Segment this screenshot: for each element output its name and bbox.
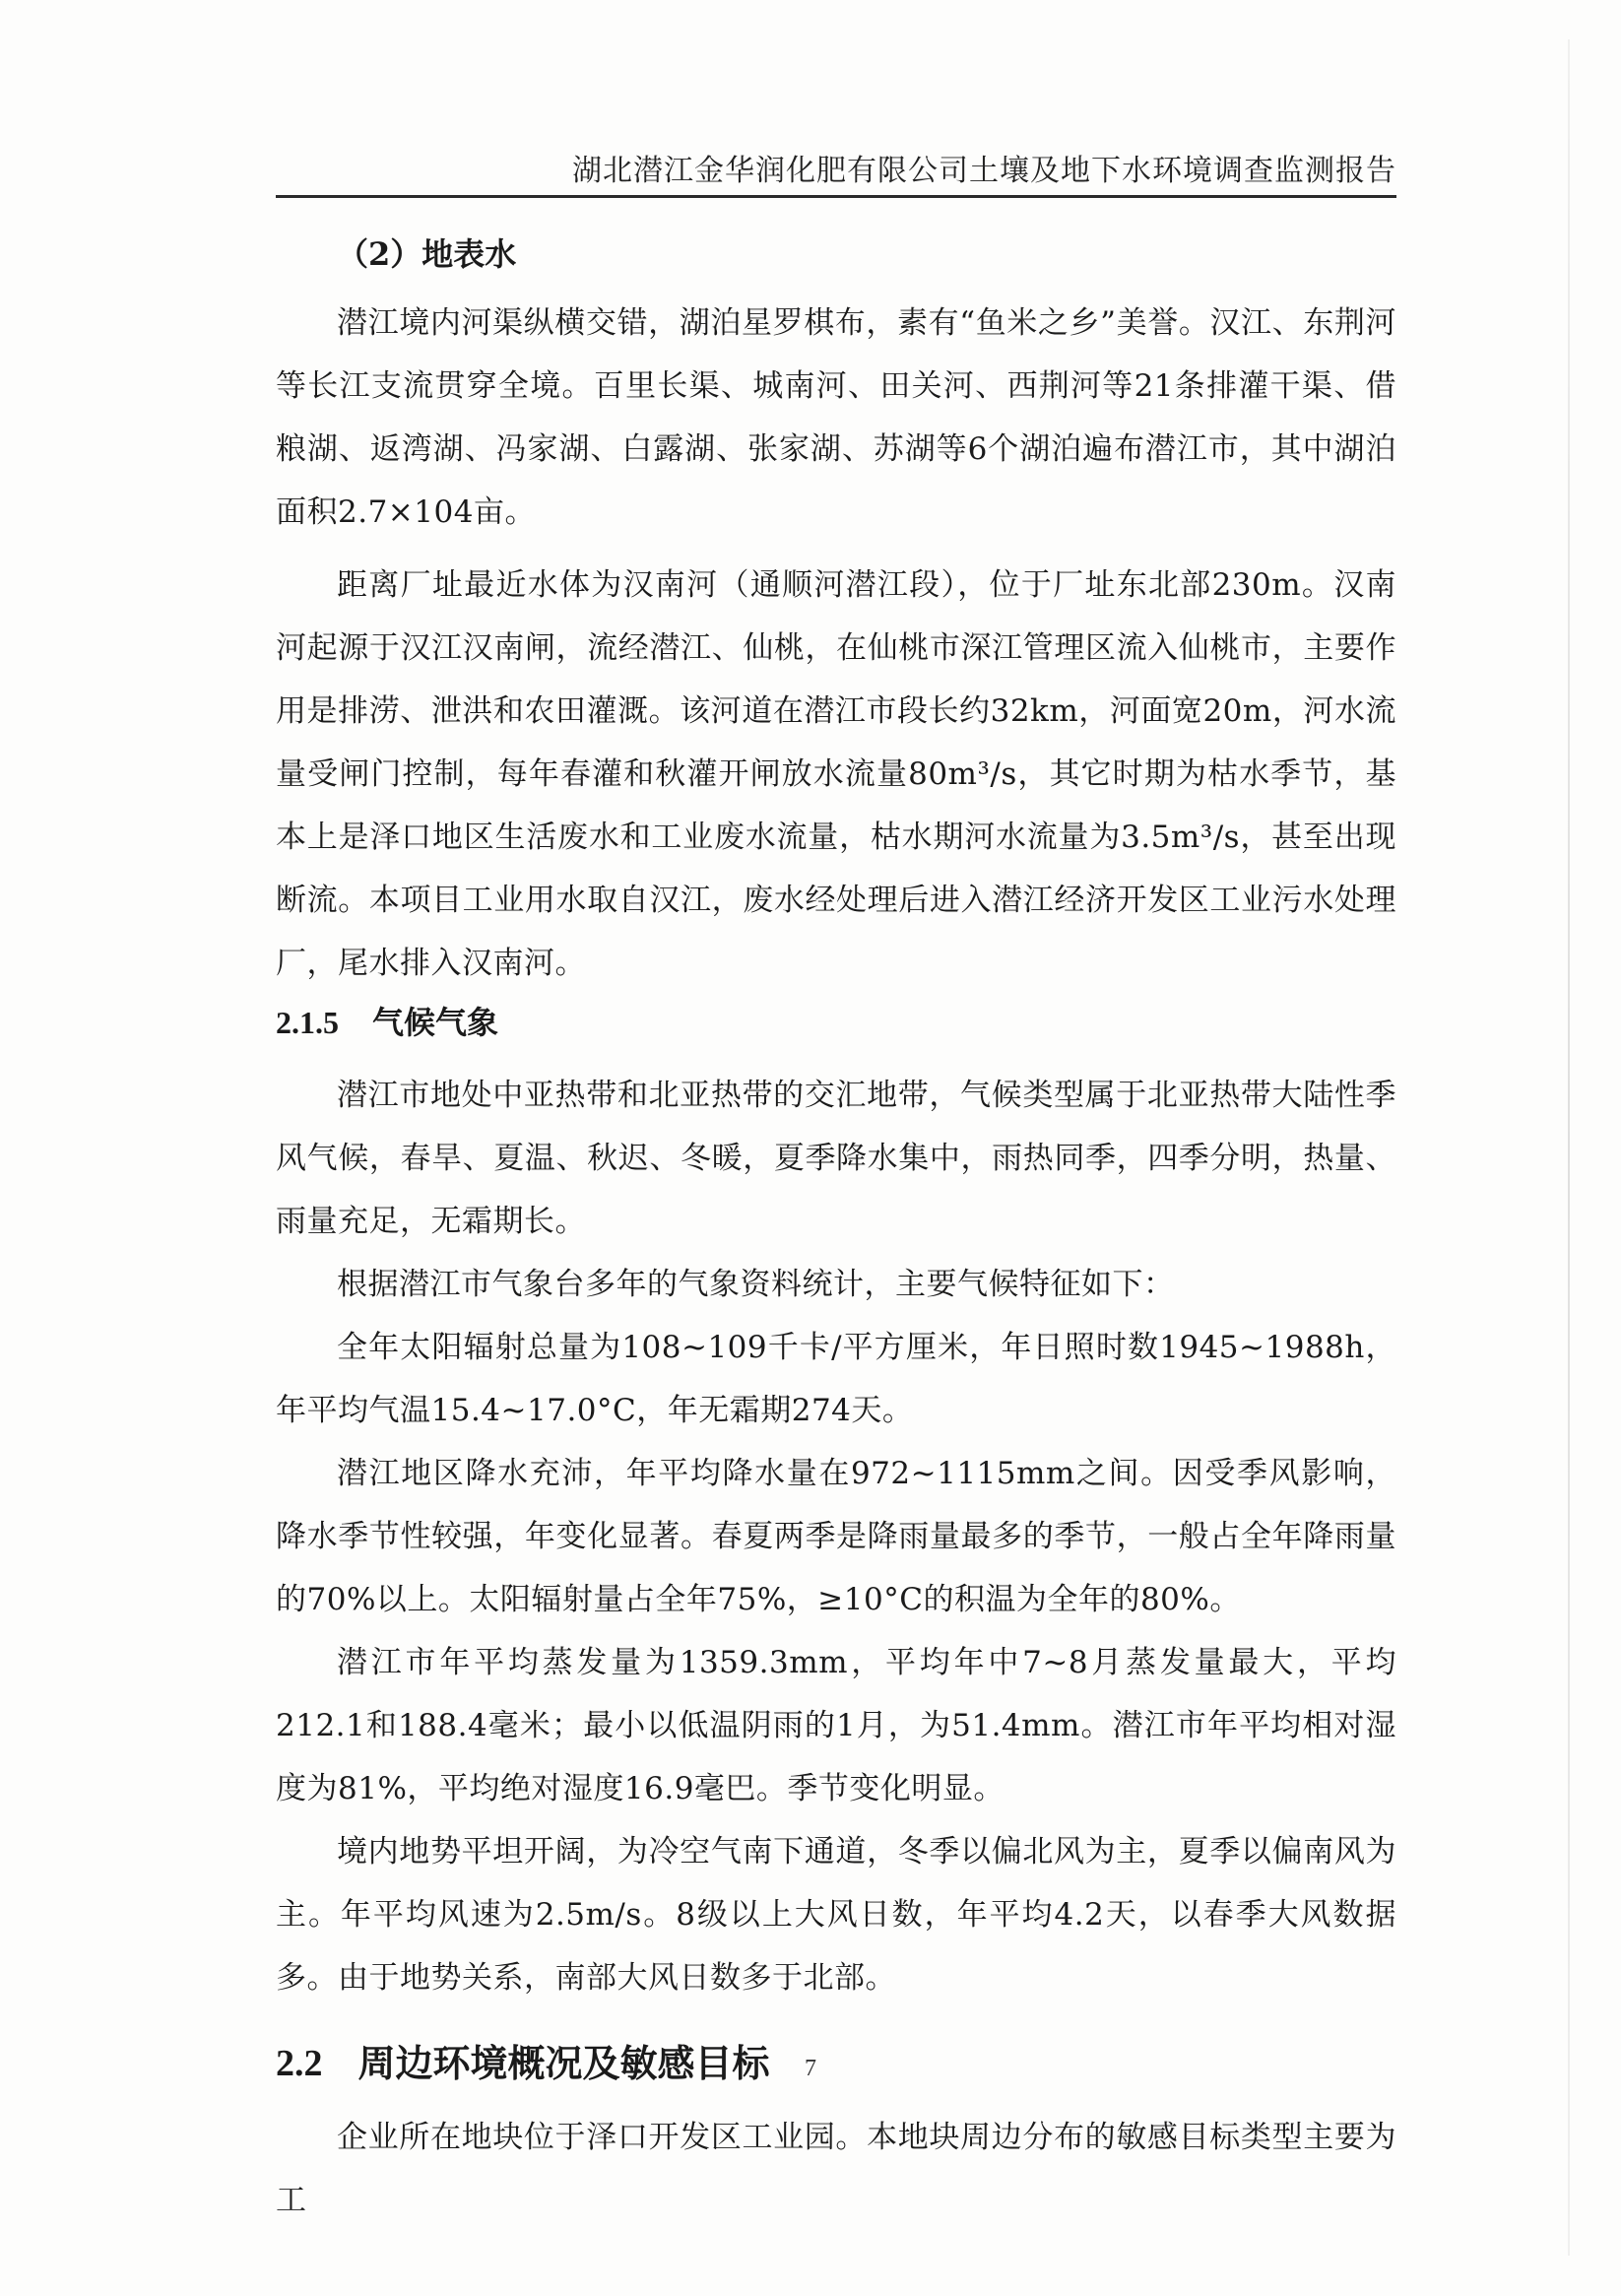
climate-paragraph-4: 潜江地区降水充沛，年平均降水量在972~1115mm之间。因受季风影响，降水季节性较强，年变化显著。春夏两季是降雨量最多的季节，一般占全年降雨量的70%以上。太阳辐射量占全年75%，≥10°C的积温为全年的80%。 <box>276 1456 1396 1617</box>
climate-paragraph-3: 全年太阳辐射总量为108~109千卡/平方厘米，年日照时数1945~1988h，年平均气温15.4~17.0°C，年无霜期274天。 <box>276 1330 1396 1428</box>
climate-paragraph-1: 潜江市地处中亚热带和北亚热带的交汇地带，气候类型属于北亚热带大陆性季风气候，春旱、夏温、秋迟、冬暖，夏季降水集中，雨热同季，四季分明，热量、雨量充足，无霜期长。 <box>276 1078 1396 1239</box>
climate-paragraph-2: 根据潜江市气象台多年的气象资料统计，主要气候特征如下： <box>337 1267 1175 1302</box>
surroundings-section-title: 周边环境概况及敏感目标 <box>357 2041 770 2085</box>
surface-water-paragraph-2: 距离厂址最近水体为汉南河（通顺河潜江段），位于厂址东北部230m。汉南河起源于汉江汉南闸，流经潜江、仙桃，在仙桃市深江管理区流入仙桃市，主要作用是排涝、泄洪和农田灌溉。该河道在潜江市段长约32km，河面宽20m，河水流量受闸门控制，每年春灌和秋灌开闸放水流量80m³/s，其它时期为枯水季节，基本上是泽口地区生活废水和工业废水流量，枯水期河水流量为3.5m³/s，甚至出现断流。本项目工业用水取自汉江，废水经处理后进入潜江经济开发区工业污水处理厂，尾水排入汉南河。 <box>276 567 1396 981</box>
page-number: 7 <box>805 2056 816 2081</box>
header-rule <box>276 195 1396 198</box>
climate-section-number: 2.1.5 <box>276 1005 339 1040</box>
page-body <box>276 225 1396 2232</box>
surface-water-paragraph-1: 潜江境内河渠纵横交错，湖泊星罗棋布，素有“鱼米之乡”美誉。汉江、东荆河等长江支流贯穿全境。百里长渠、城南河、田关河、西荆河等21条排灌干渠、借粮湖、返湾湖、冯家湖、白露湖、张家湖、苏湖等6个湖泊遍布潜江市，其中湖泊面积2.7×104亩。 <box>276 305 1396 530</box>
climate-paragraph-5: 潜江市年平均蒸发量为1359.3mm，平均年中7~8月蒸发量最大，平均212.1和188.4毫米；最小以低温阴雨的1月，为51.4mm。潜江市年平均相对湿度为81%，平均绝对湿度16.9毫巴。季节变化明显。 <box>276 1645 1396 1806</box>
surroundings-section-number: 2.2 <box>276 2043 323 2084</box>
running-header: 湖北潜江金华润化肥有限公司土壤及地下水环境调查监测报告 <box>572 154 1396 188</box>
scan-edge-shadow <box>1568 39 1570 2256</box>
surface-water-heading: （2）地表水 <box>337 235 517 273</box>
climate-section-title: 气候气象 <box>372 1004 499 1041</box>
climate-paragraph-6: 境内地势平坦开阔，为冷空气南下通道，冬季以偏北风为主，夏季以偏南风为主。年平均风速为2.5m/s。8级以上大风日数，年平均4.2天，以春季大风数据多。由于地势关系，南部大风日数多于北部。 <box>276 1834 1396 1996</box>
surroundings-paragraph-1: 企业所在地块位于泽口开发区工业园。本地块周边分布的敏感目标类型主要为工 <box>276 2120 1396 2218</box>
climate-section-heading <box>276 995 1396 1050</box>
